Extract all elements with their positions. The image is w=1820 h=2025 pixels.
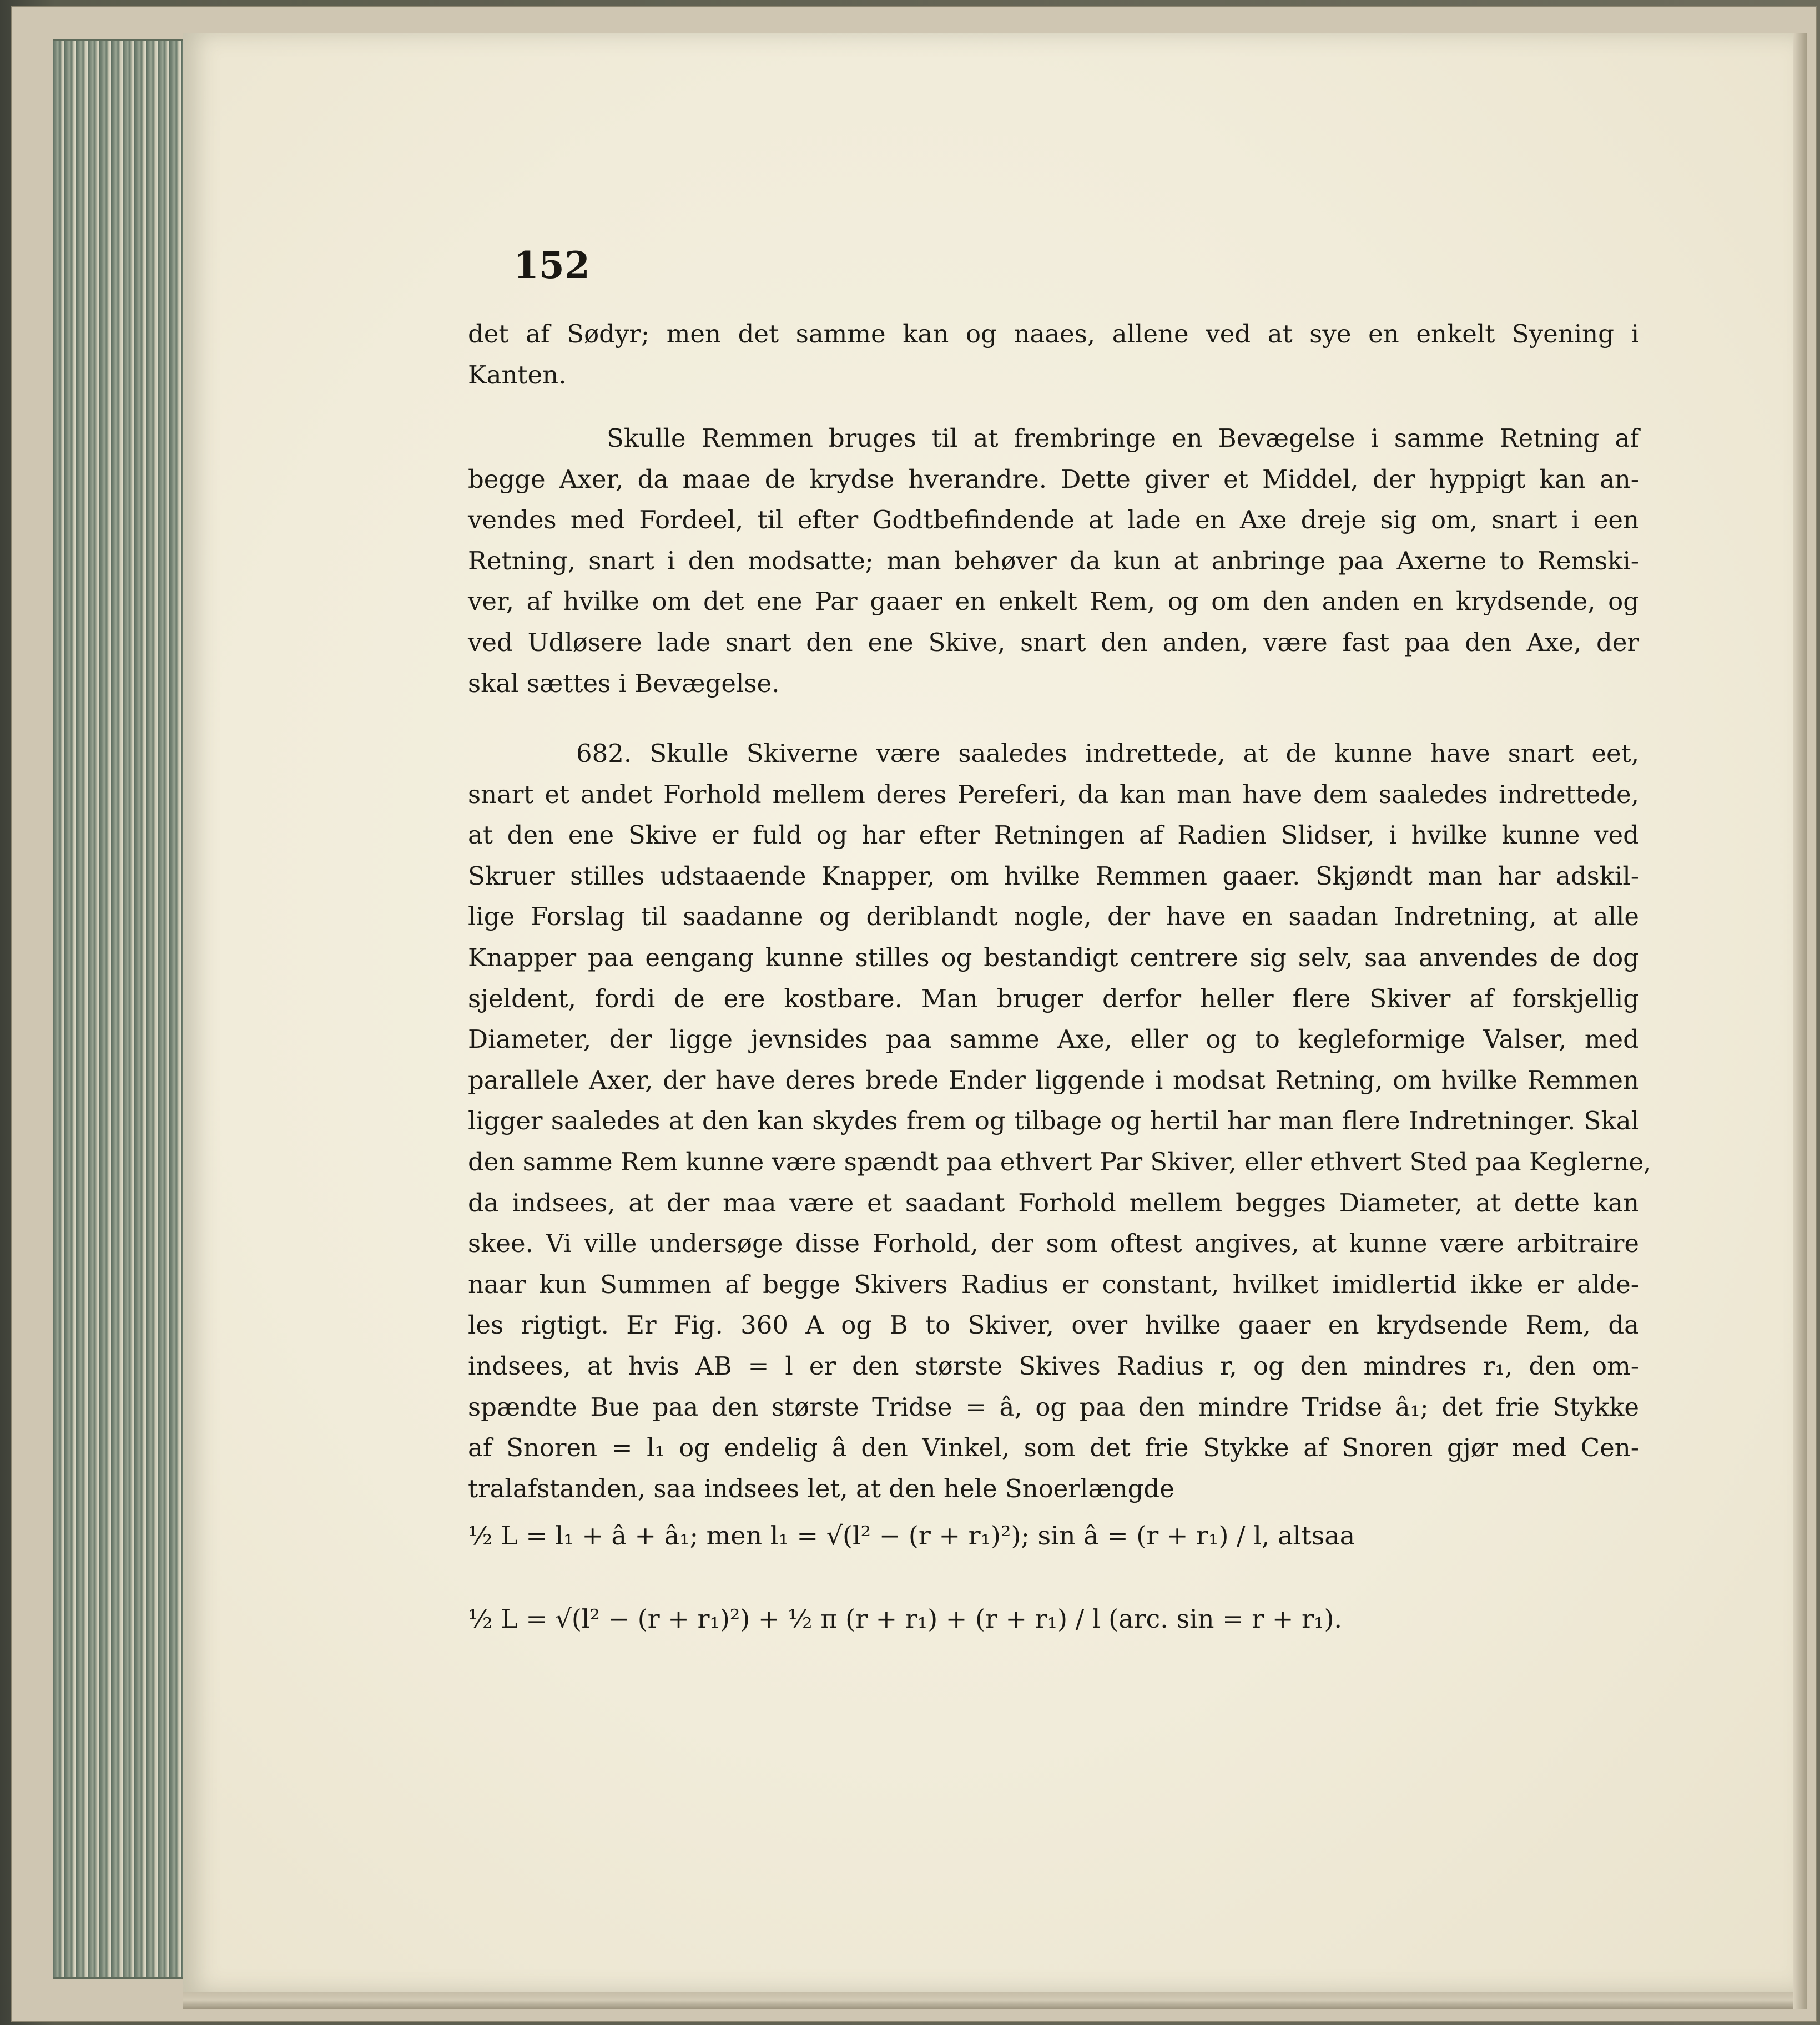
text-line: naar kun Summen af begge Skivers Radius er constant, hvilket imidlertid ikke er alde- (468, 1269, 1639, 1299)
text-line: indsees, at hvis AB = l er den største Skives Radius r, og den mindres r₁, den om- (468, 1351, 1639, 1381)
text-line: Skruer stilles udstaaende Knapper, om hvilke Remmen gaaer. Skjøndt man har adskil- (468, 861, 1639, 891)
page-stack-edges (53, 39, 186, 1979)
text-line: sjeldent, fordi de ere kostbare. Man bruger derfor heller flere Skiver af forskjellig (468, 983, 1639, 1013)
text-line: les rigtigt. Er Fig. 360 A og B to Skiver, over hvilke gaaer en krydsende Rem, da (468, 1310, 1639, 1340)
text-line: vendes med Fordeel, til efter Godtbefindende at lade en Axe dreje sig om, snart i een (468, 505, 1639, 535)
text-line: af Snoren = l₁ og endelig â den Vinkel, som det frie Stykke af Snoren gjør med Cen- (468, 1433, 1639, 1463)
text-line: snart et andet Forhold mellem deres Pereferi, da kan man have dem saaledes indrettede, (468, 779, 1639, 809)
text-line: ligger saaledes at den kan skydes frem og tilbage og hertil har man flere Indretninger. Skal (468, 1106, 1639, 1136)
text-line: lige Forslag til saadanne og deriblandt nogle, der have en saadan Indretning, at alle (468, 902, 1639, 932)
paragraph-682 (468, 733, 1652, 1509)
paragraph-crossed-belt (468, 418, 1639, 704)
text-line: den samme Rem kunne være spændt paa ethvert Par Skiver, eller ethvert Sted paa Keglerne, (468, 1147, 1652, 1176)
text-line: da indsees, at der maa være et saadant Forhold mellem begges Diameter, at dette kan (468, 1188, 1639, 1218)
text-line: ved Udløsere lade snart den ene Skive, snart den anden, være fast paa den Axe, der (468, 627, 1639, 657)
text-line: skee. Vi ville undersøge disse Forhold, der som oftest angives, at kunne være arbitraire (468, 1229, 1639, 1259)
paragraph-continuation (468, 314, 1639, 395)
text-line: skal sættes i Bevægelse. (468, 668, 780, 698)
text-line (468, 733, 1639, 774)
text-line: parallele Axer, der have deres brede Ender liggende i modsat Retning, om hvilke Remmen (468, 1065, 1639, 1095)
text-line-content: Skulle Remmen bruges til at frembringe en Bevægelse i samme Retning af (607, 423, 1639, 453)
text-line: Diameter, der ligge jevnsides paa samme Axe, eller og to kegleformige Valser, med (468, 1024, 1639, 1054)
text-line: at den ene Skive er fuld og har efter Retningen af Radien Slidser, i hvilke kunne ved (468, 820, 1639, 850)
page-number: 152 (513, 244, 590, 287)
text-line: spændte Bue paa den største Tridse = â, og paa den mindre Tridse â₁; det frie Stykke (468, 1392, 1639, 1422)
text-line: det af Sødyr; men det samme kan og naaes, allene ved at sye en enkelt Syening i (468, 319, 1639, 349)
text-line: ver, af hvilke om det ene Par gaaer en enkelt Rem, og om den anden en krydsende, og (468, 587, 1639, 617)
text-line: begge Axer, da maae de krydse hverandre. Dette giver et Middel, der hyppigt kan an- (468, 464, 1639, 494)
text-line: tralafstanden, saa indsees let, at den hele Snoerlængde (468, 1473, 1174, 1503)
text-line (468, 418, 1639, 459)
text-line: Knapper paa eengang kunne stilles og bestandigt centrere sig selv, saa anvendes de dog (468, 942, 1639, 972)
text-line-content: 682. Skulle Skiverne være saaledes indrettede, at de kunne have snart eet, (576, 739, 1639, 768)
text-line: Retning, snart i den modsatte; man behøver da kun at anbringe paa Axerne to Remski- (468, 546, 1639, 575)
formula-total-length: ½ L = √(l² − (r + r₁)²) + ½ π (r + r₁) + (r + r₁) / l (arc. sin = r + r₁). (468, 1604, 1343, 1634)
text-line: Kanten. (468, 360, 567, 390)
formula-half-length: ½ L = l₁ + â + â₁; men l₁ = √(l² − (r + r₁)²); sin â = (r + r₁) / l, altsaa (468, 1521, 1355, 1551)
